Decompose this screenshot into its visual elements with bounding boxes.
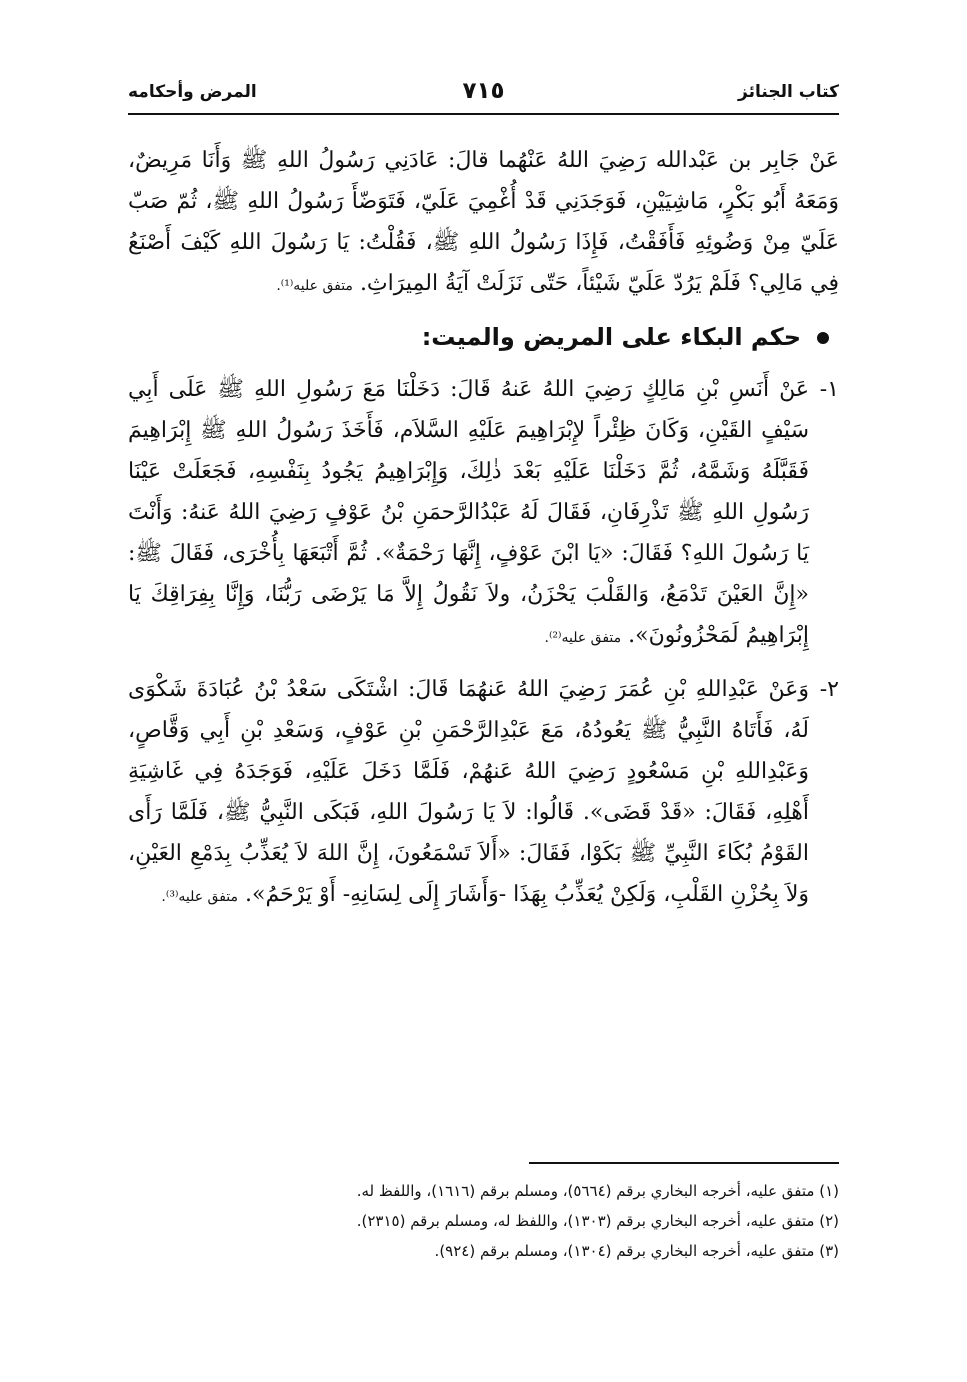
- section-heading-text: حكم البكاء على المريض والميت:: [421, 323, 801, 351]
- page-number: ٧١٥: [462, 78, 505, 104]
- footnote-divider: [529, 1162, 839, 1164]
- intro-hadith-source: متفق عليه⁽¹⁾.: [276, 278, 353, 294]
- footnote-2: (٢) متفق عليه، أخرجه البخاري برقم (١٣٠٣)، واللفظ له، ومسلم برقم (٢٣١٥).: [356, 1212, 839, 1230]
- header-chapter-title: المرض وأحكامه: [128, 82, 257, 102]
- hadith-number: ٢-: [819, 677, 839, 702]
- hadith-item: [128, 669, 839, 928]
- intro-hadith: [128, 140, 839, 307]
- page-body: [128, 140, 839, 928]
- page-header: [128, 78, 839, 112]
- footnote-1: (١) متفق عليه، أخرجه البخاري برقم (٥٦٦٤)، ومسلم برقم (١٦١٦)، واللفظ له.: [356, 1182, 839, 1200]
- hadith-item: [128, 369, 839, 669]
- section-heading: [128, 317, 839, 357]
- footnotes: [128, 1176, 839, 1266]
- hadith-source: متفق عليه⁽³⁾.: [161, 889, 239, 905]
- header-book-title: كتاب الجنائز: [738, 82, 839, 102]
- hadith-text: عَنْ أَنَسِ بْنِ مَالِكٍ رَضِيَ اللهُ عَنهُ قَالَ: دَخَلْنَا مَعَ رَسُولِ اللهِ ﷺ عَلَى أَبِي سَيْفٍ القَيْنِ، وَكَانَ ظِئْراً لإِبْرَاهِيمَ عَلَيْهِ السَّلاَم، فَأَخَذَ رَسُولُ اللهِ ﷺ إِبْرَاهِيمَ فَقَبَّلَهُ وَشَمَّهُ، ثُمَّ دَخَلْنَا عَلَيْهِ بَعْدَ ذٰلِكَ، وَإِبْرَاهِيمُ يَجُودُ بِنَفْسِهِ، فَجَعَلَتْ عَيْنَا رَسُولِ اللهِ ﷺ تَذْرِفَانِ، فَقَالَ لَهُ عَبْدُالرَّحمَنِ بْنُ عَوْفٍ رَضِيَ اللهُ عَنهُ: وَأَنْتَ يَا رَسُولَ اللهِ؟ فَقَالَ: «يَا ابْنَ عَوْفٍ، إِنَّهَا رَحْمَةٌ». ثُمَّ أَتْبَعَهَا بِأُخْرَى، فَقَالَ ﷺ: «إِنَّ العَيْنَ تَدْمَعُ، وَالقَلْبَ يَحْزَنُ، ولاَ نَقُولُ إِلاَّ مَا يَرْضَى رَبُّنَا، وَإِنَّا بِفِرَاقِكَ يَا إِبْرَاهِيمُ لَمَحْزُونُونَ».: [128, 377, 809, 648]
- footnote-3: (٣) متفق عليه، أخرجه البخاري برقم (١٣٠٤)، ومسلم برقم (٩٢٤).: [434, 1242, 839, 1260]
- bullet-icon: [817, 332, 829, 344]
- hadith-number: ١-: [819, 377, 839, 402]
- intro-hadith-text: عَنْ جَابِر بن عَبْدالله رَضِيَ اللهُ عَنْهُما قالَ: عَادَنِي رَسُولُ اللهِ ﷺ وَأَنَا مَرِيضٌ، وَمَعَهُ أَبُو بَكْرٍ، مَاشِيَيْنِ، فَوَجَدَنِي قَدْ أُغْمِيَ عَلَيّ، فَتَوَضّأَ رَسُولُ اللهِ ﷺ، ثُمّ صَبّ عَلَيّ مِنْ وَضُوئِهِ فَأَفَقْتُ، فَإِذَا رَسُولُ اللهِ ﷺ، فَقُلْتُ: يَا رَسُولَ اللهِ كَيْفَ أَصْنَعُ فِي مَالِي؟ فَلَمْ يَرُدّ عَلَيّ شَيْئاً، حَتّى نَزَلَتْ آيَةُ المِيرَاثِ.: [128, 148, 840, 296]
- hadith-source: متفق عليه⁽²⁾.: [544, 630, 622, 646]
- hadith-paragraph: [128, 369, 809, 659]
- hadith-text: وَعَنْ عَبْدِاللهِ بْنِ عُمَرَ رَضِيَ اللهُ عَنهُمَا قَالَ: اشْتَكَى سَعْدُ بْنُ عُبَادَةَ شَكْوَى لَهُ، فَأَتَاهُ النَّبِيُّ ﷺ يَعُودُهُ، مَعَ عَبْدِالرَّحْمَنِ بْنِ عَوْفٍ، وَسَعْدِ بْنِ أَبِي وَقَّاصٍ، وَعَبْدِاللهِ بْنِ مَسْعُودٍ رَضِيَ اللهُ عَنهُمْ، فَلَمَّا دَخَلَ عَلَيْهِ، فَوَجَدَهُ فِي غَاشِيَةِ أَهْلِهِ، فَقَالَ: «قَدْ قَضَى». قَالُوا: لاَ يَا رَسُولَ اللهِ، فَبَكَى النَّبِيُّ ﷺ، فَلَمَّا رَأَى القَوْمُ بُكَاءَ النَّبِيِّ ﷺ بَكَوْا، فَقَالَ: «أَلاَ تَسْمَعُونَ، إِنَّ اللهَ لاَ يُعَذِّبُ بِدَمْعِ العَيْنِ، وَلاَ بِحُزْنِ القَلْبِ، وَلَكِنْ يُعَذِّبُ بِهَذَا -وَأَشَارَ إِلَى لِسَانِهِ- أَوْ يَرْحَمُ».: [128, 677, 809, 907]
- hadith-paragraph: [128, 669, 809, 918]
- header-divider: [128, 113, 839, 115]
